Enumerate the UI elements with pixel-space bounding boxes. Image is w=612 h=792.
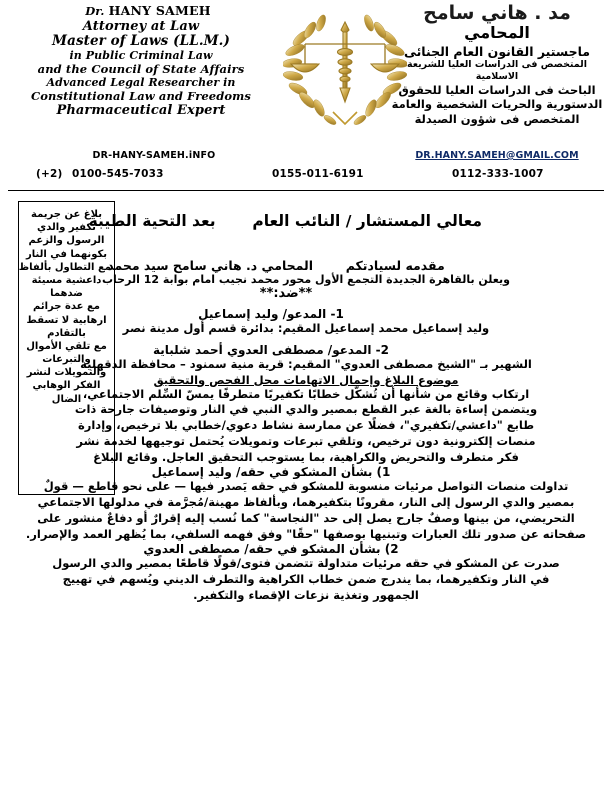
defendant-2-heading: 2- المدعو/ مصطفى العدوي أحمد شلباية bbox=[152, 342, 390, 357]
title-line-2: Attorney at Law bbox=[82, 18, 200, 34]
defendant-2-detail: الشهير بـ "الشيخ مصطفى العدوي" المقيم: قرية منية سمنود – محافظة الدقهلية bbox=[80, 356, 532, 371]
title-line-4: in Public Criminal Law bbox=[69, 49, 213, 62]
attorney-role-ar: المحامي bbox=[464, 22, 530, 42]
title-line-3: Master of Laws (LL.M.) bbox=[52, 33, 230, 50]
summary-text-line: ويتضمن إساءة بالغة عبر القطع بمصير والدي النبي في النار وتوصيفات جارحة ذات bbox=[74, 402, 538, 417]
credential-line-5: المتخصص فى شؤون الصيدلة bbox=[414, 111, 580, 126]
item-1-heading: 1) بشأن المشكو في حقه/ وليد إسماعيل bbox=[151, 465, 391, 480]
submitter-line bbox=[6, 258, 606, 273]
attorney-name-en bbox=[0, 4, 282, 19]
item-1-line: تداولت منصات التواصل مرئيات منسوبة للمشكو في حقه يَصدر فيها — على نحو قاطع — قولٌ bbox=[43, 479, 569, 494]
summary-line: تكفير والدي bbox=[37, 222, 96, 234]
item-2-line: الجمهور وتغذية نزعات الإقصاء والتكفير. bbox=[193, 587, 419, 602]
document-body bbox=[6, 258, 606, 604]
summary-line: الرسول والزعم bbox=[28, 235, 105, 247]
header-divider bbox=[8, 190, 604, 191]
summary-line: ارهابية لا تسقط bbox=[26, 314, 107, 326]
item-1-line: بمصير والدي الرسول إلى النار، مقرونًا بتكفيرهما، وبألفاظ مهينة/مُجرَّمة في مدلولها الاجتماعي bbox=[37, 495, 575, 509]
phone-number-3[interactable]: 0112-333-1007 bbox=[452, 168, 544, 180]
phone-bar bbox=[0, 168, 612, 186]
summary-line: بكونهما في النار bbox=[25, 248, 108, 260]
title-line-7: Constitutional Law and Freedoms bbox=[31, 88, 251, 103]
item-1-line: صفحاته عن صدور تلك العبارات وتبنيها بوصفها "حقًا" وفق فهمه السلفي، بما يُظهر العمد والإصرار. bbox=[25, 526, 587, 541]
summary-text-line: منصات إلكترونية دون ترخيص، وتلقي تبرعات وتمويلات يُحتمل توجيهها لخدمة نشر bbox=[76, 433, 536, 448]
website-text[interactable]: DR-HANY-SAMEH.iNFO bbox=[92, 150, 216, 161]
submitter-name: المحامي د. هاني سامح سيد محمد bbox=[107, 258, 314, 273]
summary-line: بالتقادم bbox=[47, 327, 86, 339]
item-1-line: التحريضي، من بينها وصفٌ جارح يصل إلى حد "النجاسة" كما نُسب إليه إقرارٌ أو دفاعٌ منشور على bbox=[37, 510, 575, 525]
subject-heading: موضوع البلاغ وإجمال الاتهامات محل الفحص والتحقيق bbox=[153, 372, 459, 387]
summary-line: والتمويلات لنشر bbox=[26, 367, 107, 379]
summary-text-line: ارتكاب وقائع من شأنها أن تُشكّل خطابًا تكفيريًا متطرفًا يمسّ السِّلم الاجتماعي، bbox=[82, 386, 530, 401]
summary-line: داعشية مسيئة bbox=[31, 274, 102, 286]
item-2-heading: 2) بشأن المشكو في حقه/ مصطفى العدوي bbox=[143, 542, 399, 557]
summary-line: ضدهما bbox=[50, 288, 83, 300]
letterhead bbox=[0, 0, 612, 180]
summary-line: والتبرعات bbox=[42, 354, 91, 366]
summary-line: مع التطاول بألفاظ bbox=[18, 261, 111, 273]
attorney-name-main: HANY SAMEH bbox=[108, 3, 211, 18]
email-link[interactable]: DR.HANY.SAMEH@GMAIL.COM bbox=[415, 150, 579, 161]
defendant-1-detail: وليد إسماعيل محمد إسماعيل المقيم: بدائرة قسم أول مدينة نصر bbox=[122, 321, 490, 335]
credential-line-2: المتخصص فى الدراسات العليا للشريعة الاسلامية bbox=[406, 59, 587, 83]
phone-number-1[interactable]: 0100-545-7033 bbox=[72, 168, 164, 180]
title-line-5: and the Council of State Affairs bbox=[37, 61, 245, 76]
submitter-address: ويعلن بالقاهرة الجديدة التجمع الأول محور محمد نجيب امام بوابة 12 الرحاب bbox=[102, 273, 510, 286]
summary-text-line: طابع "داعشي/تكفيري"، فضلًا عن ممارسة نشاط دعوي/خطابي بلا ترخيص، وإدارة bbox=[77, 418, 535, 432]
defendant-1-heading: 1- المدعو/ وليد إسماعيل bbox=[198, 307, 344, 321]
against-marker: **ضد:** bbox=[259, 286, 313, 301]
letterhead-english bbox=[0, 4, 282, 118]
document-title bbox=[88, 212, 482, 230]
phone-number-2[interactable]: 0155-011-6191 bbox=[272, 168, 364, 180]
summary-line: الضال bbox=[51, 393, 82, 405]
title-line-8: Pharmaceutical Expert bbox=[56, 103, 226, 119]
summary-line: بلاغ عن جريمة bbox=[31, 209, 102, 220]
summary-line: مع تلقي الأموال bbox=[26, 340, 107, 352]
attorney-name-prefix: Dr. bbox=[85, 4, 105, 18]
letterhead-arabic bbox=[386, 4, 608, 126]
summary-text-line: فكر متطرف والتحريض والكراهية، بما يستوجب التحقيق العاجل. وقائع البلاغ bbox=[93, 449, 519, 464]
summary-line: مع عدة جرائم bbox=[33, 301, 100, 313]
summary-line: الفكر الوهابي bbox=[32, 380, 101, 392]
country-code: (+2) bbox=[36, 168, 63, 180]
item-2-line: صدرت عن المشكو في حقه مرئيات متداولة تتضمن فتوى/قولًا قاطعًا بمصير والدي الرسول bbox=[52, 556, 560, 571]
credential-line-3: الباحث فى الدراسات العليا للحقوق bbox=[398, 82, 596, 97]
attorney-name-ar: مد . هاني سامح bbox=[423, 2, 571, 24]
title-line-6: Advanced Legal Researcher in bbox=[46, 75, 236, 89]
submitter-intro: مقدمه لسيادتكم bbox=[345, 258, 445, 273]
greeting-text: بعد التحية الطيبة bbox=[88, 212, 216, 230]
credential-line-1: ماجستير القانون العام الجنائى bbox=[403, 43, 591, 59]
credential-line-4: الدستورية والحريات الشخصية والعامة bbox=[391, 97, 603, 112]
addressee-text: معالي المستشار / النائب العام bbox=[252, 212, 482, 230]
item-2-line: في النار وتكفيرهما، بما يندرج ضمن خطاب الكراهية والتطرف الديني ويُسهم في تهييج bbox=[62, 572, 550, 586]
